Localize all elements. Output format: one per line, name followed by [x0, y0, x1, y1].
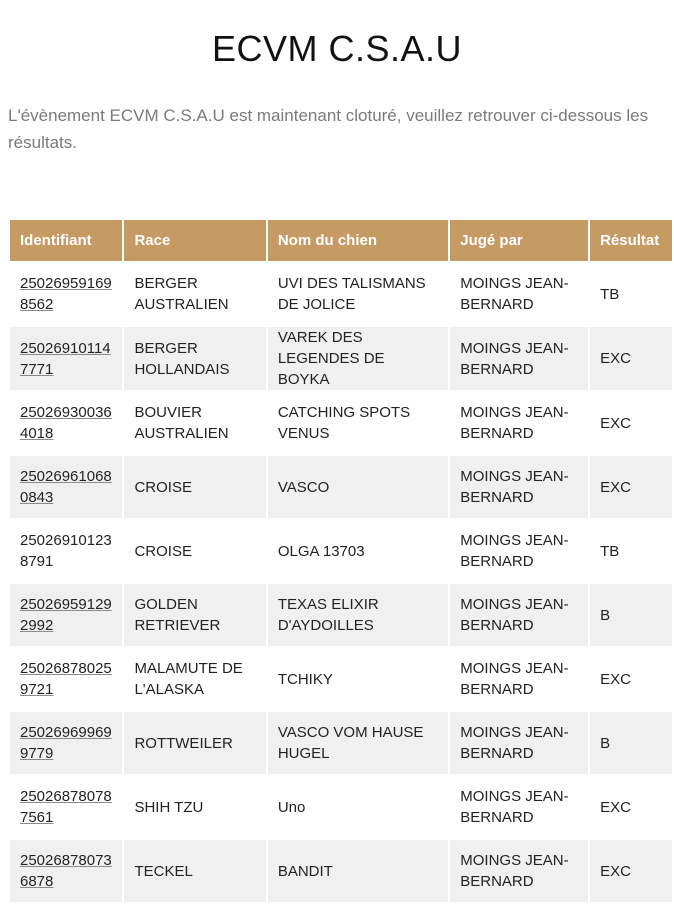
- cell-identifiant: [10, 392, 122, 454]
- cell-identifiant: [10, 840, 122, 902]
- intro-text: L'évènement ECVM C.S.A.U est maintenant cloturé, veuillez retrouver ci-dessous les résultats.: [8, 106, 649, 152]
- cell-nom-du-chien: VAREK DES LEGENDES DE BOYKA: [268, 327, 448, 390]
- table-row: [10, 840, 672, 902]
- cell-race: CROISE: [124, 520, 265, 582]
- page-title: ECVM C.S.A.U: [211, 28, 463, 69]
- table-header: [10, 220, 672, 261]
- cell-juge-par: MOINGS JEAN-BERNARD: [450, 392, 588, 454]
- cell-resultat: TB: [590, 520, 672, 582]
- cell-resultat: EXC: [590, 392, 672, 454]
- cell-identifiant: [10, 327, 122, 390]
- identifiant-link[interactable]: 250269591698562: [20, 275, 112, 313]
- table-row: [10, 712, 672, 774]
- cell-juge-par: MOINGS JEAN-BERNARD: [450, 263, 588, 325]
- table-row: [10, 456, 672, 518]
- cell-nom-du-chien: OLGA 13703: [268, 520, 448, 582]
- cell-resultat: B: [590, 712, 672, 774]
- header-nom-du-chien: Nom du chien: [268, 220, 448, 261]
- cell-race: SHIH TZU: [124, 776, 265, 838]
- table-row: [10, 776, 672, 838]
- cell-identifiant: [10, 263, 122, 325]
- identifiant-link[interactable]: 250269610680843: [20, 468, 112, 506]
- cell-identifiant: [10, 456, 122, 518]
- header-resultat: Résultat: [590, 220, 672, 261]
- cell-race: CROISE: [124, 456, 265, 518]
- cell-nom-du-chien: Uno: [268, 776, 448, 838]
- cell-juge-par: MOINGS JEAN-BERNARD: [450, 327, 588, 390]
- cell-race: BERGER HOLLANDAIS: [124, 327, 265, 390]
- table-body: [10, 263, 672, 902]
- identifiant-link[interactable]: 250269699699779: [20, 724, 112, 762]
- identifiant-text: 250269101238791: [20, 532, 112, 570]
- header-juge-par: Jugé par: [450, 220, 588, 261]
- cell-resultat: EXC: [590, 327, 672, 390]
- cell-race: GOLDEN RETRIEVER: [124, 584, 265, 646]
- identifiant-link[interactable]: 250268780736878: [20, 852, 112, 890]
- cell-juge-par: MOINGS JEAN-BERNARD: [450, 712, 588, 774]
- table-header-row: [10, 220, 672, 261]
- cell-identifiant: [10, 520, 122, 582]
- cell-race: TECKEL: [124, 840, 265, 902]
- identifiant-link[interactable]: 250269591292992: [20, 596, 112, 634]
- cell-juge-par: MOINGS JEAN-BERNARD: [450, 776, 588, 838]
- cell-race: BERGER AUSTRALIEN: [124, 263, 265, 325]
- cell-race: ROTTWEILER: [124, 712, 265, 774]
- cell-identifiant: [10, 776, 122, 838]
- table-row: [10, 648, 672, 710]
- identifiant-link[interactable]: 250269300364018: [20, 404, 112, 442]
- results-table: [8, 218, 674, 904]
- cell-nom-du-chien: CATCHING SPOTS VENUS: [268, 392, 448, 454]
- cell-nom-du-chien: BANDIT: [268, 840, 448, 902]
- cell-juge-par: MOINGS JEAN-BERNARD: [450, 584, 588, 646]
- cell-resultat: TB: [590, 263, 672, 325]
- cell-nom-du-chien: VASCO: [268, 456, 448, 518]
- cell-juge-par: MOINGS JEAN-BERNARD: [450, 840, 588, 902]
- cell-identifiant: [10, 712, 122, 774]
- cell-identifiant: [10, 648, 122, 710]
- cell-resultat: EXC: [590, 776, 672, 838]
- cell-nom-du-chien: TCHIKY: [268, 648, 448, 710]
- identifiant-link[interactable]: 250268780787561: [20, 788, 112, 826]
- cell-juge-par: MOINGS JEAN-BERNARD: [450, 520, 588, 582]
- cell-juge-par: MOINGS JEAN-BERNARD: [450, 456, 588, 518]
- table-row: [10, 327, 672, 390]
- identifiant-link[interactable]: 250269101147771: [20, 339, 111, 378]
- cell-resultat: B: [590, 584, 672, 646]
- cell-resultat: EXC: [590, 840, 672, 902]
- cell-juge-par: MOINGS JEAN-BERNARD: [450, 648, 588, 710]
- cell-race: MALAMUTE DE L'ALASKA: [124, 648, 265, 710]
- header-identifiant: Identifiant: [10, 220, 122, 261]
- identifiant-link[interactable]: 250268780259721: [20, 660, 112, 698]
- table-row: [10, 584, 672, 646]
- cell-resultat: EXC: [590, 456, 672, 518]
- cell-race: BOUVIER AUSTRALIEN: [124, 392, 265, 454]
- cell-nom-du-chien: VASCO VOM HAUSE HUGEL: [268, 712, 448, 774]
- cell-resultat: EXC: [590, 648, 672, 710]
- table-row: [10, 520, 672, 582]
- table-row: [10, 392, 672, 454]
- header-race: Race: [124, 220, 265, 261]
- cell-identifiant: [10, 584, 122, 646]
- cell-nom-du-chien: TEXAS ELIXIR D'AYDOILLES: [268, 584, 448, 646]
- table-row: [10, 263, 672, 325]
- cell-nom-du-chien: UVI DES TALISMANS DE JOLICE: [268, 263, 448, 325]
